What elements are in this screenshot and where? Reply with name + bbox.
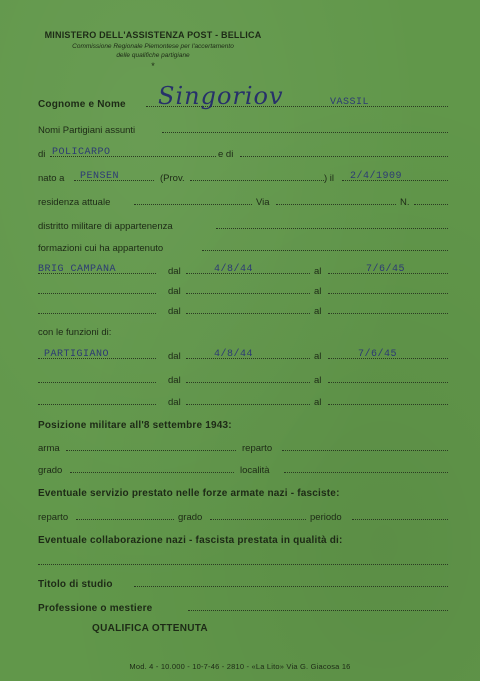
al-label: al (314, 306, 322, 317)
military-position-label: Posizione militare all'8 settembre 1943: (38, 420, 232, 431)
service-details-row (38, 509, 448, 523)
function-entry-3 (38, 394, 448, 408)
function-entry-1 (38, 348, 448, 362)
n-label: N. (400, 197, 410, 208)
district-line (216, 227, 448, 229)
function-name-line (38, 403, 156, 405)
function-entry-2 (38, 372, 448, 386)
dal-label: dal (168, 286, 181, 297)
born-label: nato a (38, 173, 65, 184)
al-label: al (314, 397, 322, 408)
surname-name-row (38, 82, 448, 110)
mother-line (240, 155, 448, 157)
to-line (328, 292, 448, 294)
formations-row (38, 240, 448, 254)
collaboration-line-row (38, 554, 448, 568)
surname-value: Singoriov (158, 82, 284, 110)
formation-from: 4/8/44 (214, 264, 254, 275)
from-line (186, 381, 310, 383)
print-footer: Mod. 4 - 10.000 - 10-7-46 - 2810 - «La Lito» Via G. Giacosa 16 (129, 662, 351, 671)
formation-name-line (38, 312, 156, 314)
from-line (186, 403, 310, 405)
function-to: 7/6/45 (358, 349, 398, 360)
military-position-row (38, 417, 448, 431)
formations-label: formazioni cui ha appartenuto (38, 243, 164, 254)
commission-subtitle: Commissione Regionale Piemontese per l'accertamento (72, 43, 234, 50)
born-place-value: PENSEN (80, 171, 120, 182)
via-line (276, 203, 396, 205)
district-label: distritto militare di appartenenza (38, 221, 173, 232)
reparto2-line (76, 518, 174, 520)
study-row (38, 576, 448, 590)
arma-label: arma (38, 443, 60, 454)
reparto-line (282, 449, 448, 451)
dal-label: dal (168, 375, 181, 386)
dal-label: dal (168, 306, 181, 317)
function-from: 4/8/44 (214, 349, 254, 360)
al-label: al (314, 266, 322, 277)
al-label: al (314, 375, 322, 386)
qualification-label: QUALIFICA OTTENUTA (92, 623, 208, 634)
partisan-names-label: Nomi Partigiani assunti (38, 125, 136, 136)
partisan-names-row (38, 122, 448, 136)
to-line (328, 381, 448, 383)
il-label: ) il (324, 173, 335, 184)
profession-line (188, 609, 448, 611)
periodo-line (352, 518, 448, 520)
reparto2-label: reparto (38, 512, 69, 523)
periodo-label: periodo (310, 512, 342, 523)
collaboration-row (38, 532, 448, 546)
from-line (186, 292, 310, 294)
arma-row (38, 440, 448, 454)
via-label: Via (256, 197, 270, 208)
district-row (38, 218, 448, 232)
formation-entry-3 (38, 303, 448, 317)
di-label: di (38, 149, 46, 160)
partisan-names-line (162, 131, 448, 133)
parents-row (38, 146, 448, 160)
formation-entry-2 (38, 283, 448, 297)
localita-line (284, 471, 448, 473)
study-label: Titolo di studio (38, 579, 113, 590)
birth-date-value: 2/4/1909 (350, 171, 403, 182)
residence-label: residenza attuale (38, 197, 111, 208)
study-line (134, 585, 448, 587)
to-line (328, 403, 448, 405)
formation-name: BRIG CAMPANA (38, 264, 117, 275)
profession-row (38, 600, 448, 614)
birth-row (38, 170, 448, 184)
localita-label: località (240, 465, 270, 476)
name-value: VASSIL (330, 97, 370, 108)
dal-label: dal (168, 351, 181, 362)
arma-line (66, 449, 236, 451)
residence-line (134, 203, 252, 205)
surname-name-label: Cognome e Nome (38, 99, 126, 110)
collaboration-line (38, 563, 448, 565)
to-line (328, 312, 448, 314)
formations-line (202, 249, 448, 251)
e-di-label: e di (218, 149, 234, 160)
grado-line (70, 471, 234, 473)
al-label: al (314, 286, 322, 297)
prov-line (190, 179, 324, 181)
reparto-label: reparto (242, 443, 273, 454)
star-icon: * (151, 61, 155, 71)
ministry-title: MINISTERO DELL'ASSISTENZA POST - BELLICA (44, 30, 262, 40)
service-row (38, 485, 448, 499)
formation-entry-1 (38, 263, 448, 277)
function-name-line (38, 381, 156, 383)
functions-row (38, 324, 448, 338)
grado-row (38, 462, 448, 476)
grado2-line (210, 518, 306, 520)
functions-label: con le funzioni di: (38, 327, 112, 338)
al-label: al (314, 351, 322, 362)
from-line (186, 312, 310, 314)
father-value: POLICARPO (52, 147, 111, 158)
grado-label: grado (38, 465, 63, 476)
n-line (414, 203, 448, 205)
dal-label: dal (168, 397, 181, 408)
grado2-label: grado (178, 512, 203, 523)
formation-to: 7/6/45 (366, 264, 406, 275)
dal-label: dal (168, 266, 181, 277)
formation-name-line (38, 292, 156, 294)
collaboration-label: Eventuale collaborazione nazi - fascista prestata in qualità di: (38, 535, 343, 546)
service-label: Eventuale servizio prestato nelle forze armate nazi - fasciste: (38, 488, 340, 499)
prov-label: (Prov. (160, 173, 185, 184)
residence-row (38, 194, 448, 208)
profession-label: Professione o mestiere (38, 603, 153, 614)
function-name: PARTIGIANO (44, 349, 110, 360)
qualification-subtitle: delle qualifiche partigiane (116, 52, 190, 59)
form-header (38, 30, 268, 71)
